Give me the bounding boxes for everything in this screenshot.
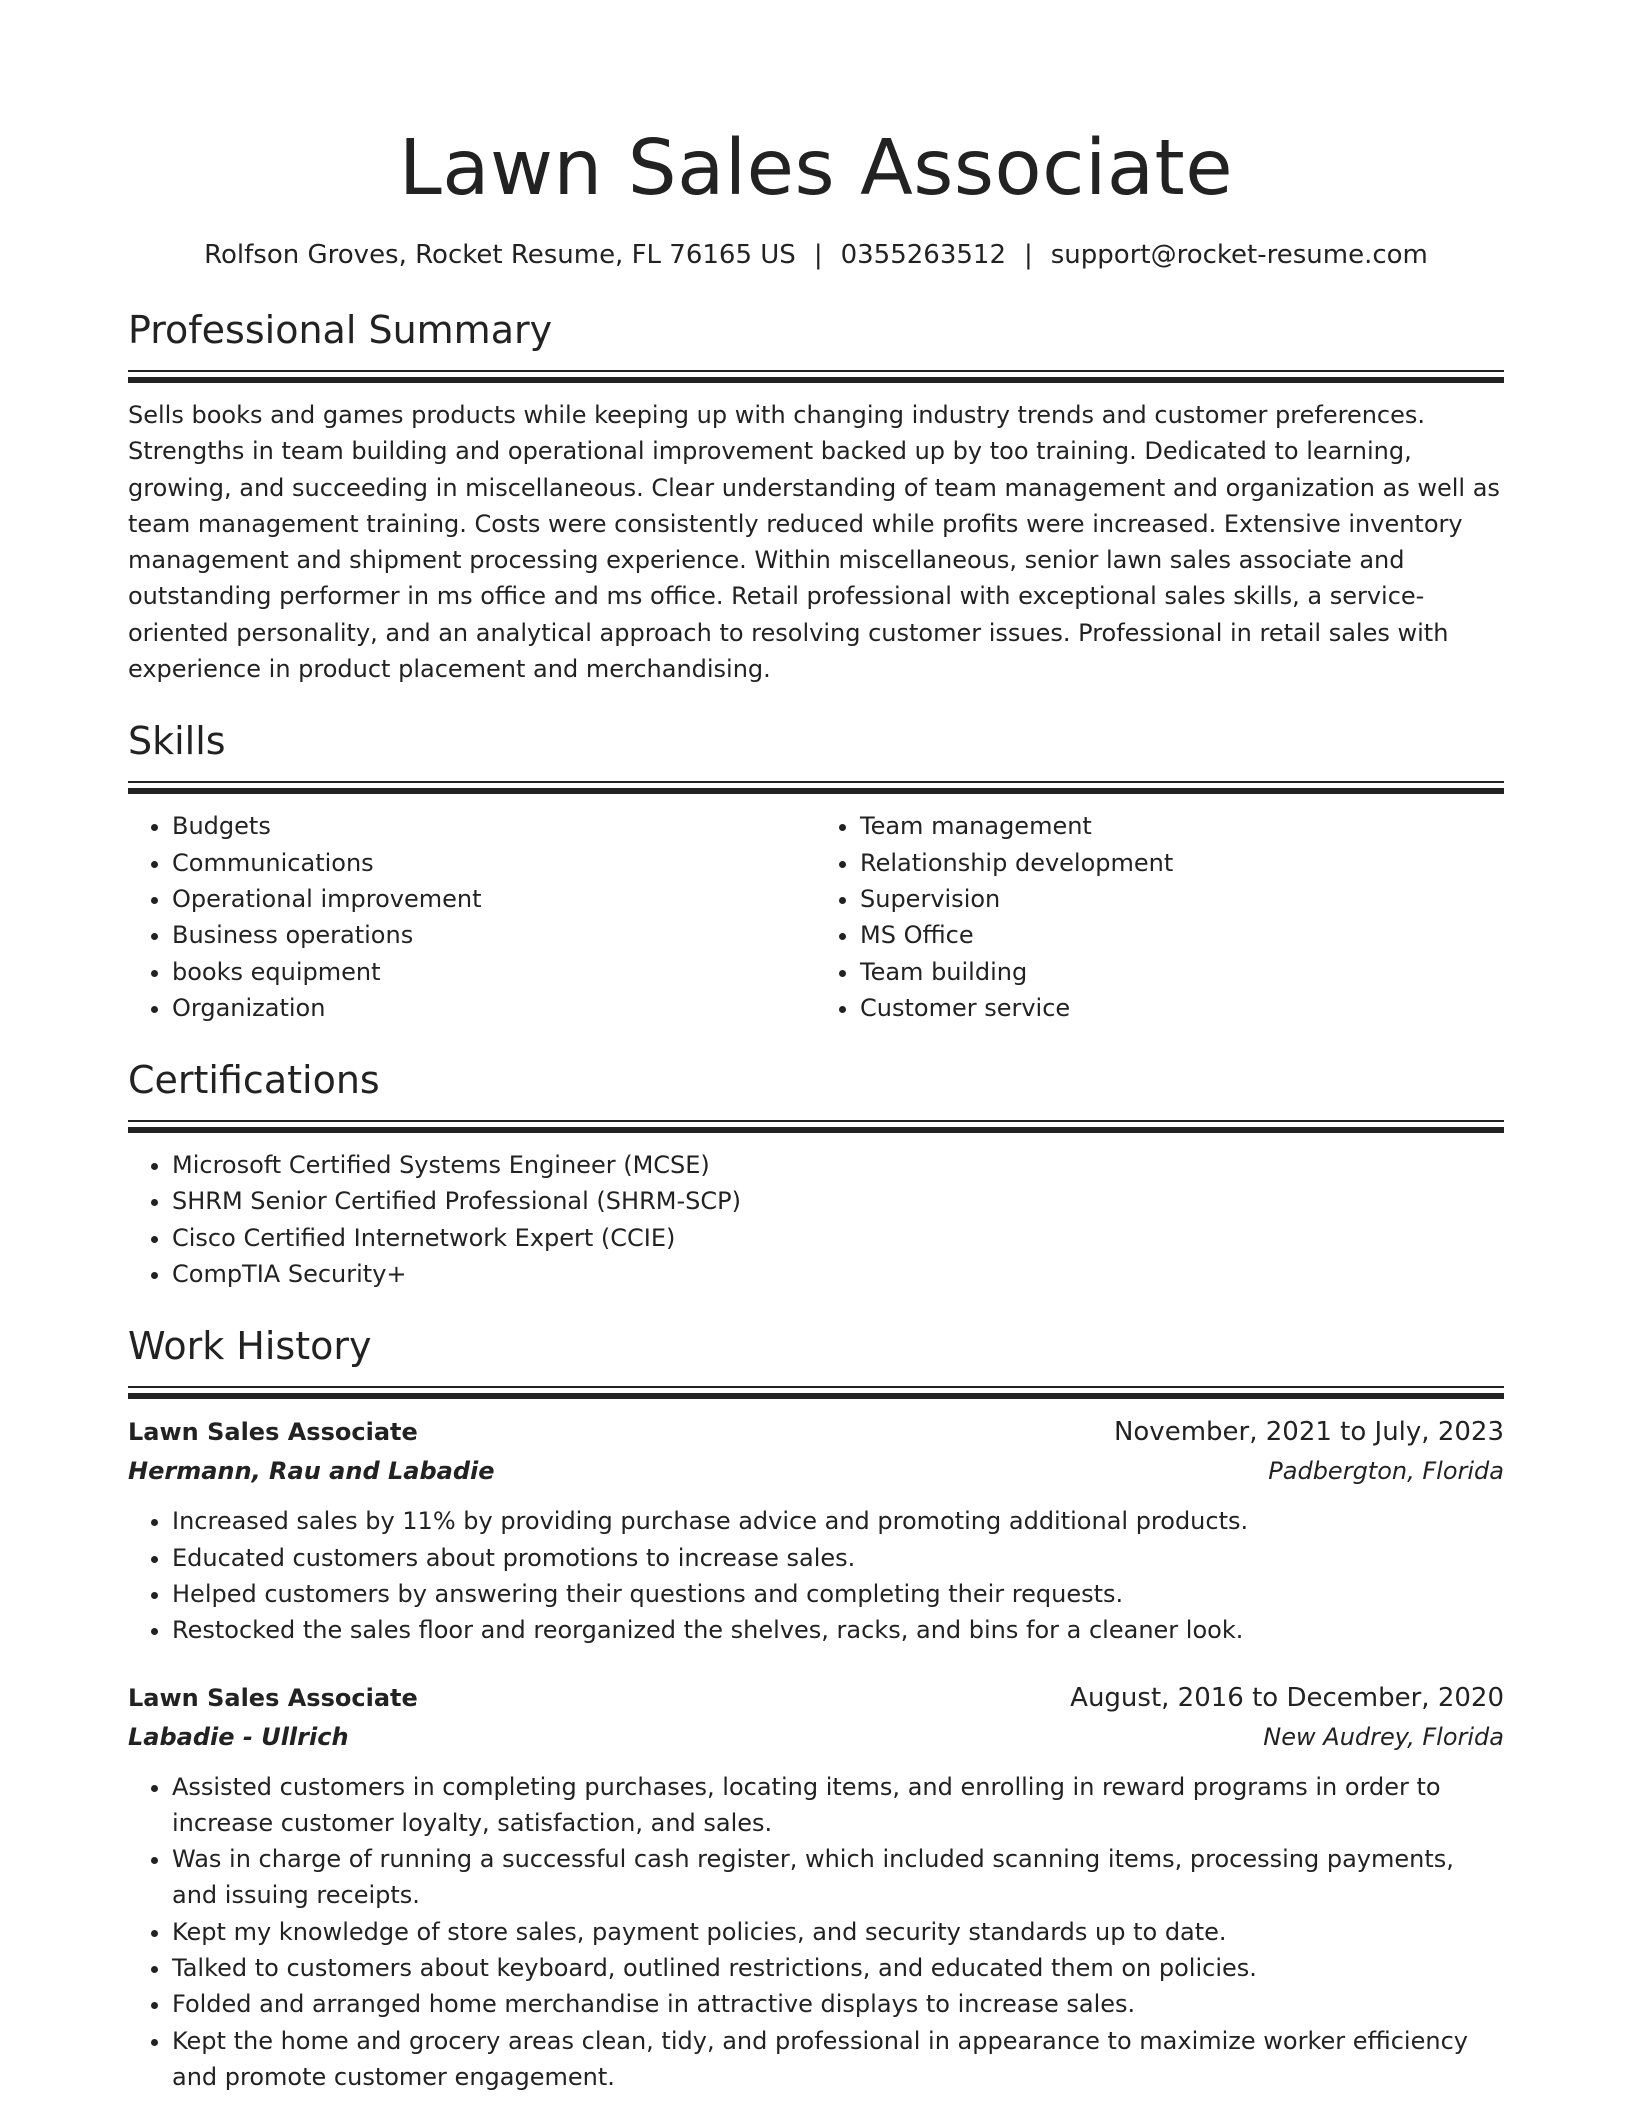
contact-email: support@rocket-resume.com bbox=[1050, 240, 1428, 270]
contact-phone: 0355263512 bbox=[840, 240, 1006, 270]
job-title: Lawn Sales Associate bbox=[128, 1683, 418, 1712]
skill-item: • Team management bbox=[860, 808, 1504, 844]
certification-item: • Cisco Certified Internetwork Expert (CCIE) bbox=[172, 1220, 1504, 1256]
contact-address: Rolfson Groves, Rocket Resume, FL 76165 US bbox=[204, 240, 796, 270]
job-dates: August, 2016 to December, 2020 bbox=[1070, 1682, 1504, 1713]
section-divider bbox=[128, 370, 1504, 383]
certification-item: • Microsoft Certified Systems Engineer (MCSE) bbox=[172, 1147, 1504, 1183]
skill-item: • Customer service bbox=[860, 990, 1504, 1026]
job-location: Padbergton, Florida bbox=[1268, 1457, 1504, 1486]
summary-heading: Professional Summary bbox=[128, 308, 553, 352]
skill-item: • Communications bbox=[172, 845, 816, 881]
job-duty-item: • Increased sales by 11% by providing purchase advice and promoting additional products. bbox=[172, 1503, 1504, 1539]
certifications-heading: Certifications bbox=[128, 1058, 380, 1103]
skills-list-right bbox=[816, 808, 1504, 1026]
work-history-heading: Work History bbox=[128, 1324, 372, 1369]
skill-item: • books equipment bbox=[172, 954, 816, 990]
job-duty-item: • Talked to customers about keyboard, outlined restrictions, and educated them on policies. bbox=[172, 1950, 1504, 1986]
skills-section bbox=[128, 717, 1504, 1026]
resume-title: Lawn Sales Associate bbox=[398, 124, 1234, 213]
contact-separator: | bbox=[1024, 240, 1033, 270]
job-header bbox=[128, 1413, 1504, 1451]
job-title: Lawn Sales Associate bbox=[128, 1418, 418, 1447]
job-duty-item: • Kept the home and grocery areas clean, tidy, and professional in appearance to maximize worker efficiency and promote customer engagement. bbox=[172, 2023, 1504, 2096]
skill-item: • Business operations bbox=[172, 917, 816, 953]
job-entry bbox=[128, 1679, 1504, 2096]
job-duty-item: • Educated customers about promotions to increase sales. bbox=[172, 1540, 1504, 1576]
section-divider bbox=[128, 1120, 1504, 1133]
work-history-section bbox=[128, 1322, 1504, 2095]
certifications-list bbox=[128, 1147, 1504, 1292]
job-duties-list bbox=[128, 1503, 1504, 1648]
job-duty-item: • Restocked the sales floor and reorganized the shelves, racks, and bins for a cleaner look. bbox=[172, 1612, 1504, 1648]
section-divider bbox=[128, 1386, 1504, 1399]
skill-item: • Relationship development bbox=[860, 845, 1504, 881]
summary-section bbox=[128, 306, 1504, 687]
job-location: New Audrey, Florida bbox=[1263, 1722, 1504, 1751]
job-dates: November, 2021 to July, 2023 bbox=[1113, 1417, 1504, 1448]
skills-list-left bbox=[128, 808, 816, 1026]
skill-item: • Team building bbox=[860, 954, 1504, 990]
skill-item: • Operational improvement bbox=[172, 881, 816, 917]
skills-column-left bbox=[128, 808, 816, 1026]
skill-item: • Budgets bbox=[172, 808, 816, 844]
skills-column-right bbox=[816, 808, 1504, 1026]
contact-line bbox=[128, 238, 1504, 272]
skills-grid bbox=[128, 808, 1504, 1026]
summary-text: Sells books and games products while keeping up with changing industry trends and customer preferences. Strengths in team building and operational improvement backed up by too training. Dedicated to learning, growing, and succeeding in miscellaneous. Clear understanding of team management and organization as well as team management training. Costs were consistently reduced while profits were increased. Extensive inventory management and shipment processing experience. Within miscellaneous, senior lawn sales associate and outstanding performer in ms office and ms office. Retail professional with exceptional sales skills, a service-oriented personality, and an analytical approach to resolving customer issues. Professional in retail sales with experience in product placement and merchandising. bbox=[128, 401, 1500, 684]
job-duty-item: • Was in charge of running a successful cash register, which included scanning items, processing payments, and issuing receipts. bbox=[172, 1841, 1504, 1914]
job-company: Hermann, Rau and Labadie bbox=[128, 1457, 495, 1486]
job-duty-item: • Helped customers by answering their questions and completing their requests. bbox=[172, 1576, 1504, 1612]
job-header bbox=[128, 1679, 1504, 1717]
job-duties-list bbox=[128, 1769, 1504, 2096]
certification-item: • CompTIA Security+ bbox=[172, 1256, 1504, 1292]
job-subheader bbox=[128, 1717, 1504, 1757]
certifications-section bbox=[128, 1056, 1504, 1292]
skill-item: • MS Office bbox=[860, 917, 1504, 953]
job-company: Labadie - Ullrich bbox=[128, 1722, 349, 1751]
job-duty-item: • Assisted customers in completing purchases, locating items, and enrolling in reward programs in order to increase customer loyalty, satisfaction, and sales. bbox=[172, 1769, 1504, 1842]
contact-separator: | bbox=[813, 240, 823, 270]
skill-item: • Supervision bbox=[860, 881, 1504, 917]
job-entry bbox=[128, 1413, 1504, 1648]
job-subheader bbox=[128, 1451, 1504, 1491]
skills-heading: Skills bbox=[128, 719, 226, 764]
job-duty-item: • Folded and arranged home merchandise in attractive displays to increase sales. bbox=[172, 1986, 1504, 2022]
skill-item: • Organization bbox=[172, 990, 816, 1026]
job-duty-item: • Kept my knowledge of store sales, payment policies, and security standards up to date. bbox=[172, 1914, 1504, 1950]
section-divider bbox=[128, 781, 1504, 794]
certification-item: • SHRM Senior Certified Professional (SHRM-SCP) bbox=[172, 1183, 1504, 1219]
